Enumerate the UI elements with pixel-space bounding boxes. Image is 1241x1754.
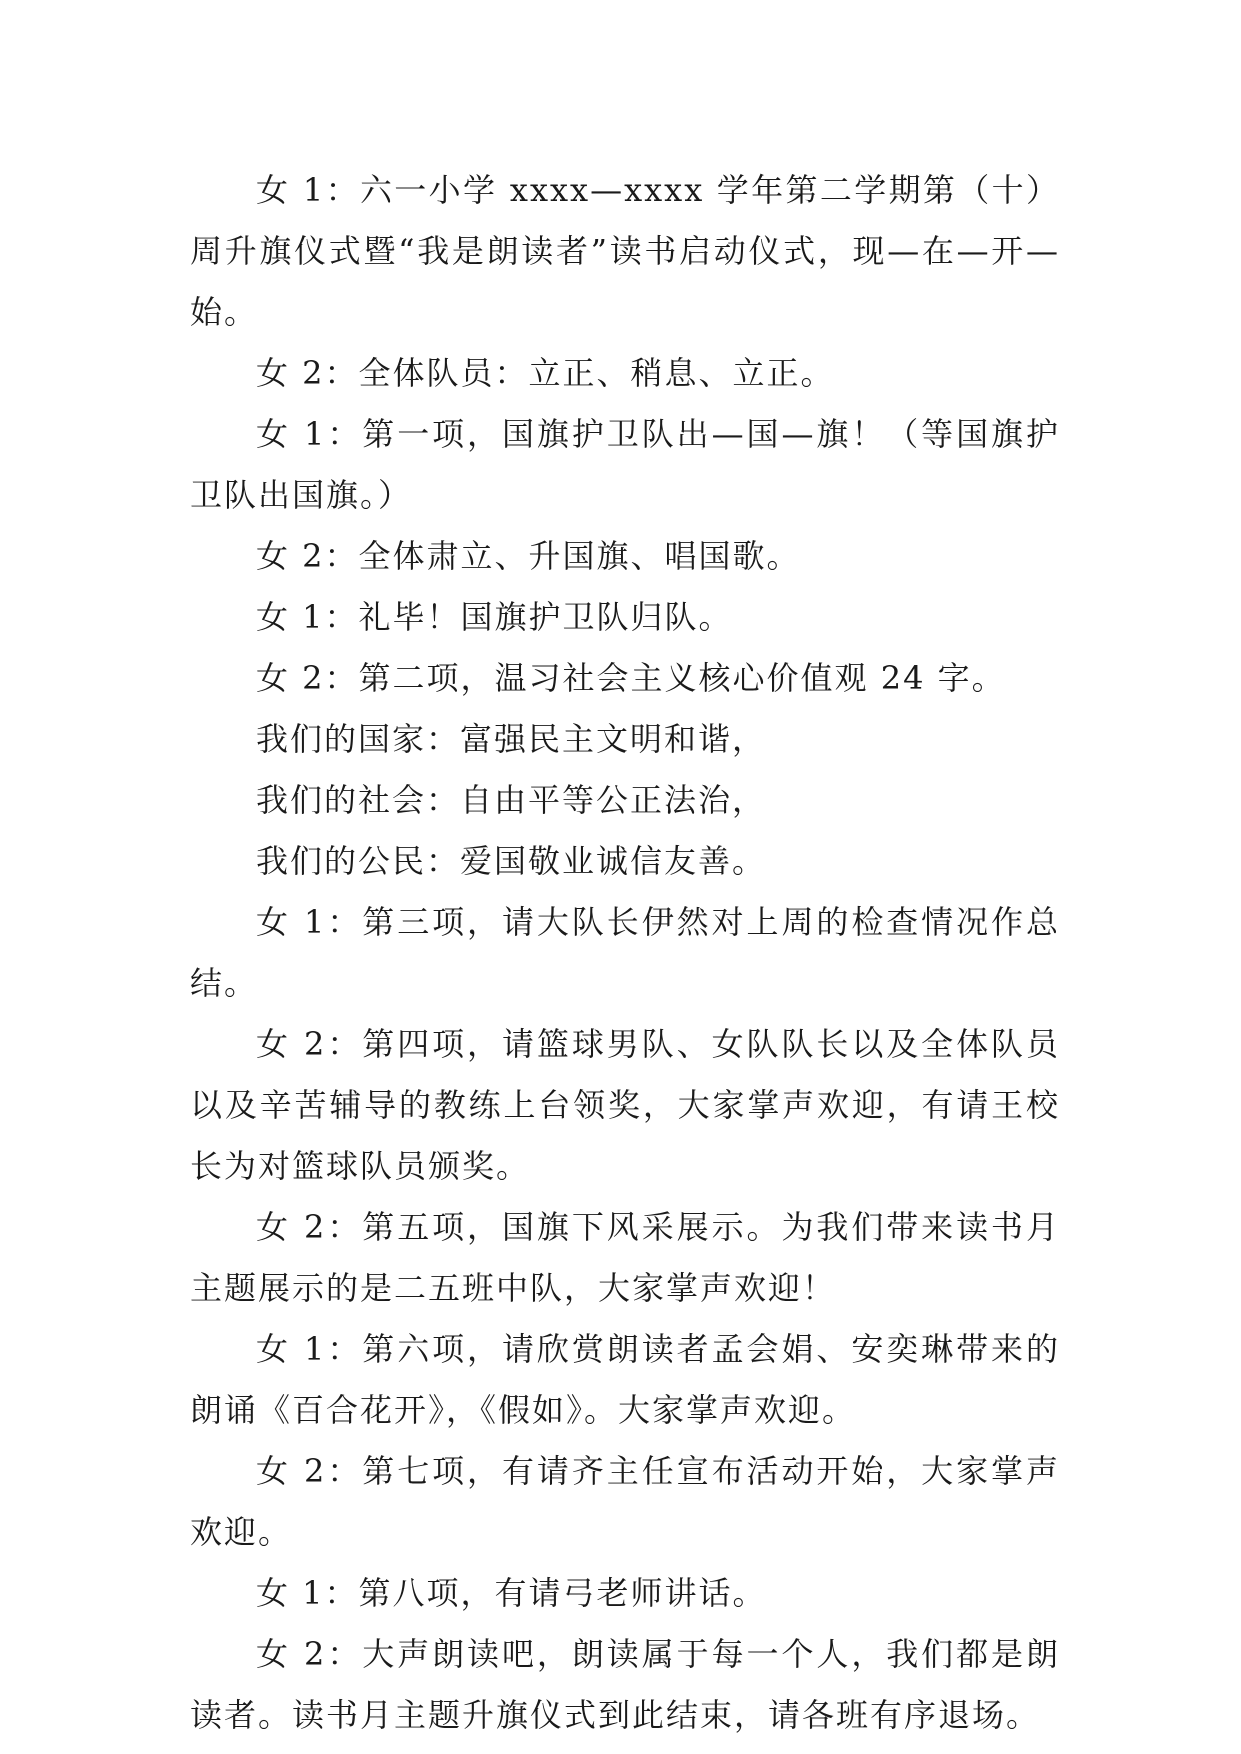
paragraph-salute: 女 1：礼毕！国旗护卫队归队。 [256, 598, 733, 636]
paragraph-item-5: 女 2：第五项，国旗下风采展示。为我们带来读书月主题展示的是二五班中队，大家掌声欢迎！ [190, 1208, 1060, 1307]
paragraph-item-4: 女 2：第四项，请篮球男队、女队队长以及全体队员以及辛苦辅导的教练上台领奖，大家掌声欢迎，有请王校长为对篮球队员颁奖。 [190, 1025, 1060, 1185]
paragraph-item-7: 女 2：第七项，有请齐主任宣布活动开始，大家掌声欢迎。 [190, 1452, 1060, 1551]
paragraph-values-nation: 我们的国家：富强民主文明和谐， [256, 720, 767, 758]
paragraph-values-society: 我们的社会：自由平等公正法治， [256, 781, 767, 819]
document-body [190, 160, 1060, 1746]
paragraph-item-3: 女 1：第三项，请大队长伊然对上周的检查情况作总结。 [190, 903, 1060, 1002]
paragraph-values-citizen: 我们的公民：爱国敬业诚信友善。 [256, 842, 767, 880]
paragraph-closing: 女 2：大声朗读吧，朗读属于每一个人，我们都是朗读者。读书月主题升旗仪式到此结束，请各班有序退场。 [190, 1635, 1060, 1734]
paragraph-attention: 女 2：全体队员：立正、稍息、立正。 [256, 354, 835, 392]
paragraph-anthem: 女 2：全体肃立、升国旗、唱国歌。 [256, 537, 801, 575]
paragraph-item-6: 女 1：第六项，请欣赏朗读者孟会娟、安奕琳带来的朗诵《百合花开》，《假如》。大家掌声欢迎。 [190, 1330, 1060, 1429]
paragraph-opening: 女 1：六一小学 xxxx—xxxx 学年第二学期第（十）周升旗仪式暨“我是朗读者”读书启动仪式，现—在—开—始。 [190, 171, 1060, 331]
paragraph-item-2: 女 2：第二项，温习社会主义核心价值观 24 字。 [256, 659, 1006, 697]
paragraph-item-1: 女 1：第一项，国旗护卫队出—国—旗！（等国旗护卫队出国旗。） [190, 415, 1060, 514]
paragraph-item-8: 女 1：第八项，有请弓老师讲话。 [256, 1574, 767, 1612]
